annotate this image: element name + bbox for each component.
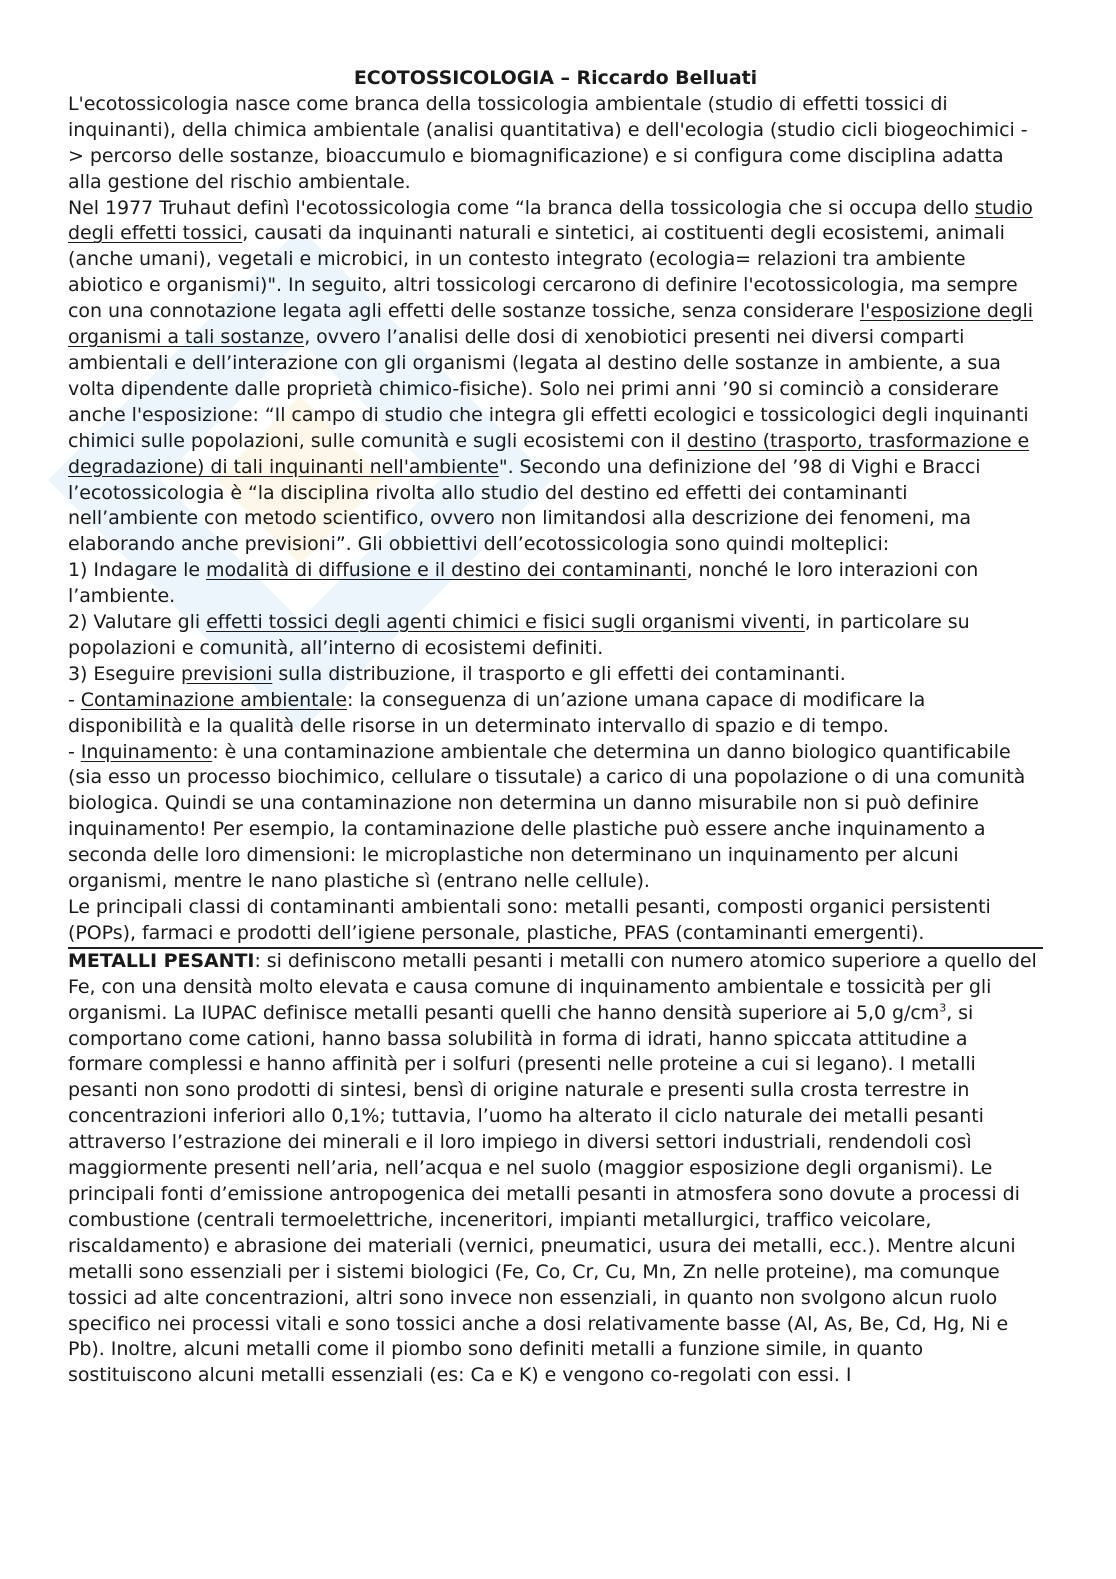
- definition-inquinamento: [68, 740, 1043, 895]
- underlined-phrase: destino (trasporto, trasformazione e degradazione) di tali inquinanti nell'ambiente: [68, 429, 1030, 478]
- list-item: [68, 610, 1043, 662]
- text-segment: , causati da inquinanti naturali e sintetici, ai costituenti degli ecosistemi, animali (anche umani), vegetali e microbici, in un contesto integrato (ecologia= relazioni tra ambiente abiotico e organismi)". In seguito, altri tossicologi cercarono di definire l'ecotossicologia, ma sempre con una connotazione legata agli effetti delle sostanze tossiche, senza considerare: [68, 222, 1018, 323]
- text-segment: Nel 1977 Truhaut definì l'ecotossicologia come “la branca della tossicologia che si occupa dello: [68, 196, 975, 219]
- list-item-text: , in particolare su popolazioni e comunità, all’interno di ecosistemi definiti.: [68, 611, 970, 659]
- text-segment: ". Secondo una definizione del ’98 di Vighi e Bracci l’ecotossicologia è “la disciplina rivolta allo studio del destino ed effetti dei contaminanti nell’ambiente con metodo scientifico, ovvero non limitandosi alla descrizione dei fenomeni, ma elaborando anche previsioni”. Gli obbiettivi dell’ecotossicologia sono quindi molteplici:: [68, 455, 981, 556]
- list-item-text: , nonché le loro interazioni con l’ambiente.: [68, 559, 979, 608]
- intro-paragraph: L'ecotossicologia nasce come branca della tossicologia ambientale (studio di effetti tossici di inquinanti), della chimica ambientale (analisi quantitativa) e dell'ecologia (studio cicli biogeochimici -> percorso delle sostanze, bioaccumulo e biomagnificazione) e si configura come disciplina adatta alla gestione del rischio ambientale.: [68, 92, 1028, 193]
- bullet-prefix: -: [68, 688, 81, 711]
- underlined-phrase: studio degli effetti tossici: [68, 196, 1033, 245]
- superscript: 3: [939, 1001, 947, 1015]
- definition-contaminazione: [68, 688, 1043, 740]
- underlined-phrase: effetti tossici degli agenti chimici e fisici sugli organismi viventi: [206, 611, 805, 634]
- bullet-prefix: -: [68, 740, 81, 763]
- section-heading: METALLI PESANTI: [68, 949, 255, 972]
- definition-paragraph: [68, 196, 1043, 559]
- underlined-phrase: l'esposizione degli organismi a tali sostanze: [68, 300, 1033, 349]
- list-item: [68, 662, 1043, 688]
- contaminant-classes-paragraph: Le principali classi di contaminanti ambientali sono: metalli pesanti, composti organici persistenti (POPs), farmaci e prodotti dell’igiene personale, plastiche, PFAS (contaminanti emergenti).: [68, 896, 991, 944]
- metals-paragraph: [68, 949, 1043, 1389]
- list-item-text: sulla distribuzione, il trasporto e gli effetti dei contaminanti.: [272, 662, 846, 685]
- list-item-prefix: 2) Valutare gli: [68, 611, 207, 634]
- text-segment: , ovvero l’analisi delle dosi di xenobiotici presenti nei diversi comparti ambientali e dell’interazione con gli organismi (legata al destino delle sostanze in ambiente, a sua volta dipendente dalle proprietà chimico-fisiche). Solo nei primi anni ’90 si cominciò a considerare anche l'esposizione: “Il campo di studio che integra gli effetti ecologici e tossicologici degli inquinanti chimici sulle popolazioni, sulle comunità e sugli ecosistemi con il: [68, 326, 1029, 452]
- definition-text: : è una contaminazione ambientale che determina un danno biologico quantificabile (sia esso un processo biochimico, cellulare o tissutale) a carico di una popolazione o di una comunità biologica. Quindi se una contaminazione non determina un danno misurabile non si può definire inquinamento! Per esempio, la contaminazione delle plastiche può essere anche inquinamento a seconda delle loro dimensioni: le microplastiche non determinano un inquinamento per alcuni organismi, mentre le nano plastiche sì (entrano nelle cellule).: [68, 740, 1026, 893]
- document-page: [68, 66, 1043, 1389]
- underlined-term: Inquinamento: [80, 740, 213, 763]
- text-segment: , si comportano come cationi, hanno bassa solubilità in forma di idrati, hanno spiccata attitudine a formare complessi e hanno affinità per i solfuri (presenti nelle proteine a cui si legano). I metalli pesanti non sono prodotti di sintesi, bensì di origine naturale e presenti sulla crosta terrestre in concentrazioni inferiori allo 0,1%; tuttavia, l’uomo ha alterato il ciclo naturale dei metalli pesanti attraverso l’estrazione dei minerali e il loro impiego in diversi settori industriali, rendendoli così maggiormente presenti nell’aria, nell’acqua e nel suolo (maggior esposizione degli organismi). Le principali fonti d’emissione antropogenica dei metalli pesanti in atmosfera sono dovute a processi di combustione (centrali termoelettriche, inceneritori, impianti metallurgici, traffico veicolare, riscaldamento) e abrasione dei materiali (vernici, pneumatici, usura dei metalli, ecc.). Mentre alcuni metalli sono essenziali per i sistemi biologici (Fe, Co, Cr, Cu, Mn, Zn nelle proteine), ma comunque tossici ad alte concentrazioni, altri sono invece non essenziali, in quanto non svolgono alcun ruolo specifico nei processi vitali e sono tossici anche a dosi relativamente basse (Al, As, Be, Cd, Hg, Ni e Pb). Inoltre, alcuni metalli come il piombo sono definiti metalli a funzione simile, in quanto sostituiscono alcuni metalli essenziali (es: Ca e K) e vengono co-regolati con essi. I: [68, 1001, 1020, 1387]
- text-segment: : si definiscono metalli pesanti i metalli con numero atomico superiore a quello del Fe, con una densità molto elevata e causa comune di inquinamento ambientale e tossicità per gli organismi. La IUPAC definisce metalli pesanti quelli che hanno densità superiore ai 5,0 g/cm: [68, 949, 1037, 1024]
- list-item-prefix: 3) Eseguire: [68, 662, 182, 685]
- underlined-phrase: previsioni: [181, 662, 273, 685]
- underlined-phrase: modalità di diffusione e il destino dei contaminanti: [205, 559, 687, 582]
- list-item-prefix: 1) Indagare le: [68, 559, 206, 582]
- document-title: ECOTOSSICOLOGIA – Riccardo Belluati: [353, 67, 758, 89]
- list-item: [68, 558, 1043, 610]
- underlined-term: Contaminazione ambientale: [80, 688, 347, 711]
- definition-text: : la conseguenza di un’azione umana capace di modificare la disponibilità e la qualità delle risorse in un determinato intervallo di spazio e di tempo.: [68, 688, 926, 737]
